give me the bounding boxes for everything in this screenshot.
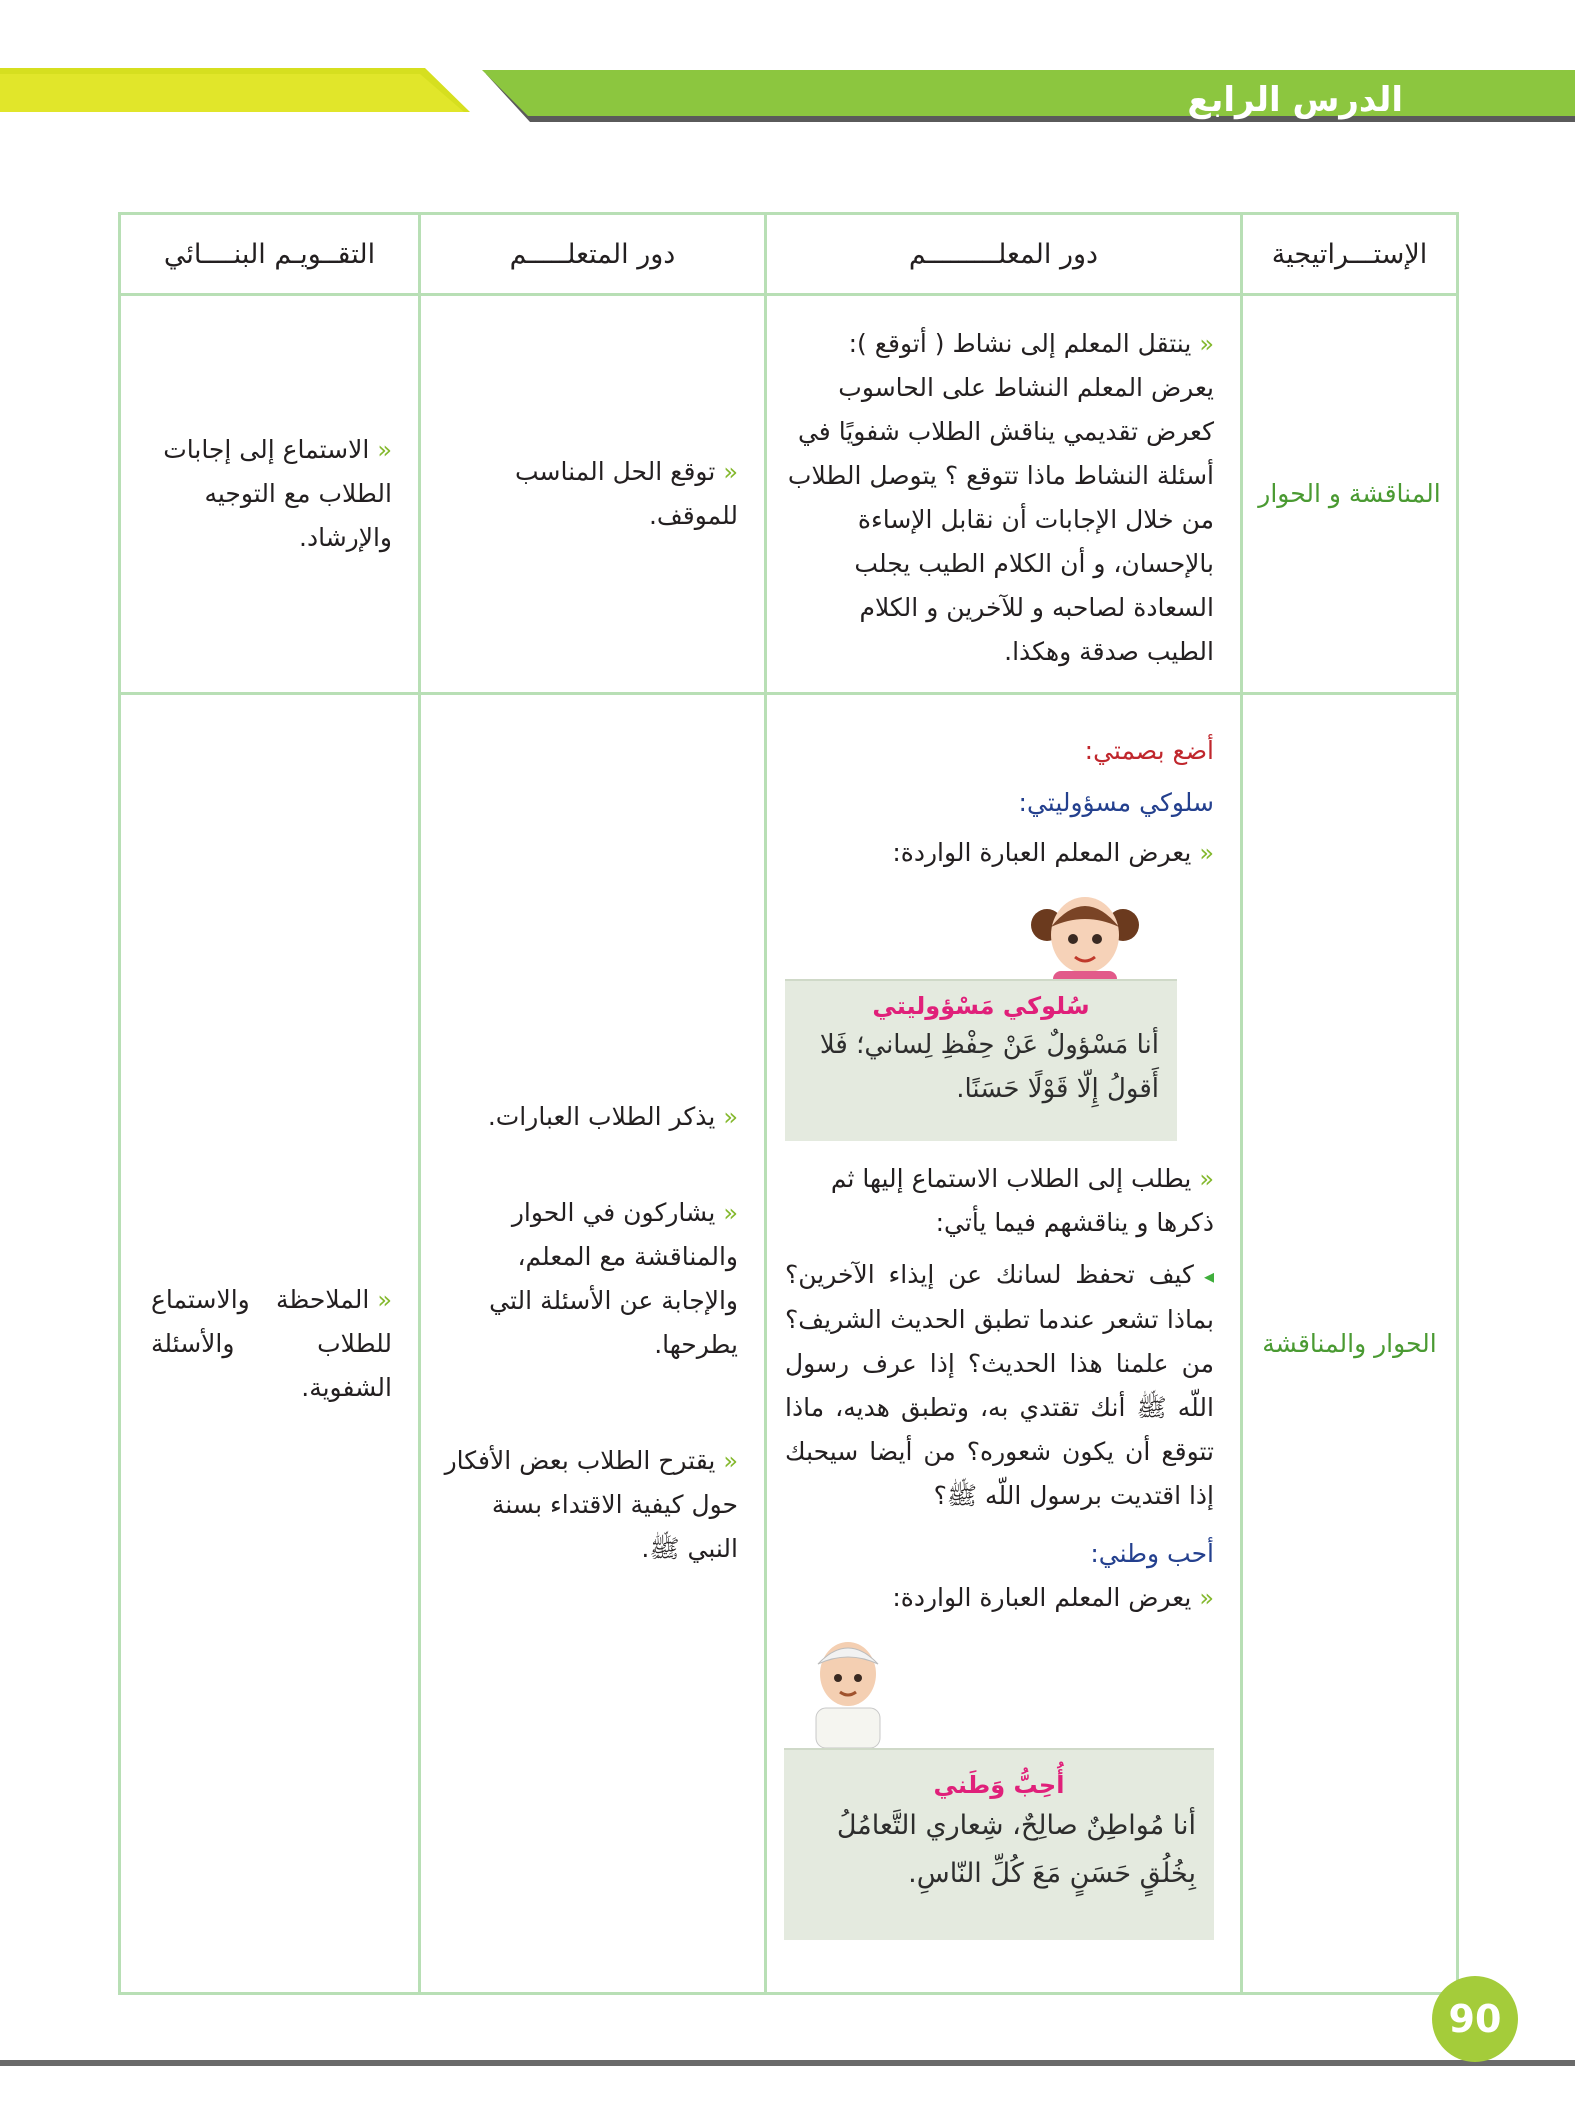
teacher-role-cell <box>766 295 1242 694</box>
teacher-text: ينتقل المعلم إلى نشاط ( أتوقع ): يعرض المعلم النشاط على الحاسوب كعرض تقديمي يناقش الطلاب شفويًا في أسئلة النشاط ماذا تتوقع ؟ يتوصل الطلاب من خلال الإجابات أن نقابل الإساءة بالإحسان، و أن الكلام الطيب يجلب السعادة لصاحبه و للآخرين و الكلام الطيب صدقة وهكذا. <box>787 329 1214 666</box>
learner-role-cell: «يذكر الطلاب العبارات. «يشاركون في الحوار والمناقشة مع المعلم، والإجابة عن الأسئلة التي يطرحها. «يقترح الطلاب بعض الأفكار حول كيفية الاقتداء بسنة النبي ﷺ. <box>420 694 766 1994</box>
header-banner <box>0 0 1575 140</box>
card-text: أنا مُواطِنٌ صالِحٌ، شِعاري التَّعامُلُ بِخُلُقٍ حَسَنٍ مَعَ كُلِّ النّاسِ. <box>836 1810 1196 1889</box>
bullet-icon: « <box>1199 330 1214 358</box>
card-title: سُلوكي مَسْؤوليتي <box>872 992 1090 1020</box>
col-header-learner-role: دور المتعلـــــم <box>420 214 766 295</box>
bullet-icon: « <box>723 458 738 486</box>
col-header-strategy: الإستـــراتيجية <box>1242 214 1458 295</box>
heading-my-behavior: سلوكي مسؤوليتي: <box>1018 788 1214 817</box>
footer-line <box>0 2060 1575 2066</box>
col-header-teacher-role: دور المعلـــــــــم <box>766 214 1242 295</box>
bullet-icon: « <box>377 1285 392 1314</box>
card-title: أُحِبُّ وَطَني <box>933 1771 1065 1799</box>
triangle-bullet-icon: ◂ <box>1203 1264 1214 1288</box>
lesson-plan-table <box>118 212 1459 1995</box>
bullet-icon: « <box>1199 839 1214 867</box>
questions-text: كيف تحفظ لسانك عن إيذاء الآخرين؟ بماذا تشعر عندما تطبق الحديث الشريف؟ من علمنا هذا الحديث؟ إذا عرف رسول اللّه ﷺ أنك تقتدي به، وتطبق هديه، ماذا تتوقع أن يكون شعوره؟ من أيضا سيحبك إذا اقتديت برسول اللّه ﷺ؟ <box>785 1260 1214 1510</box>
behavior-illustration <box>785 883 1177 1145</box>
table-row <box>120 295 1458 694</box>
teacher-role-cell: أضع بصمتي: سلوكي مسؤوليتي: «يعرض المعلم العبارة الواردة: سُلوكي مَسْؤوليتي أنا مَسْؤولٌ عَنْ حِفْظِ لِساني؛ فَلا أَقولُ إِلّا قَوْلًا حَسَنًا. «يطلب إلى الطلاب الاستماع إليها ثم ذكرها و يناقشهم فيما يأتي: ◂كيف تحفظ لسانك عن إيذاء الآخرين؟ بماذا تشعر عندما تطبق الحديث الشريف؟ من علمنا هذا الحديث؟ إذا عرف رسول اللّه ﷺ أنك تقتدي به، وتطبق هديه، ماذا تتوقع أن يكون شعوره؟ من أيضا سيحبك إذا اقتديت برسول اللّه ﷺ؟ أحب وطني: «يعرض المعلم العبارة الواردة: أُحِبُّ وَطَني أنا مُواطِنٌ صالِحٌ، شِعاري التَّعامُلُ بِخُلُقٍ حَسَنٍ مَعَ كُلِّ النّاسِ. <box>766 694 1242 1994</box>
lesson-title: الدرس الرابع <box>1187 80 1403 120</box>
bullet-icon: « <box>1199 1165 1214 1193</box>
learner-text: توقع الحل المناسب للموقف. <box>514 457 738 530</box>
learner-role-cell <box>420 295 766 694</box>
assessment-text: الاستماع إلى إجابات الطلاب مع التوجيه والإرشاد. <box>163 435 392 552</box>
card-text: أنا مَسْؤولٌ عَنْ حِفْظِ لِساني؛ فَلا أَقولُ إِلّا قَوْلًا حَسَنًا. <box>819 1030 1159 1104</box>
col-header-assessment: التقــويـم البنــــائي <box>120 214 420 295</box>
assessment-cell <box>120 295 420 694</box>
assessment-cell: «الملاحظة والاستماع للطلاب والأسئلة الشفوية. <box>120 694 420 1994</box>
boy-icon <box>798 1628 898 1748</box>
bullet-icon: « <box>377 436 392 464</box>
behavior-card <box>785 979 1177 1141</box>
heading-love-homeland: أحب وطني: <box>1090 1539 1214 1568</box>
homeland-illustration <box>784 1628 1214 1946</box>
bullet-icon: « <box>1199 1584 1214 1612</box>
table-header-row <box>120 214 1458 295</box>
girl-icon <box>1025 883 1145 993</box>
strategy-cell: المناقشة و الحوار <box>1242 295 1458 694</box>
homeland-card <box>784 1748 1214 1940</box>
bullet-icon: « <box>723 1447 738 1475</box>
heading-fingerprint: أضع بصمتي: <box>1084 736 1214 765</box>
bullet-icon: « <box>723 1199 738 1227</box>
bullet-icon: « <box>723 1103 738 1131</box>
page-number: 90 <box>1432 1976 1518 2062</box>
table-row <box>120 694 1458 1994</box>
strategy-cell: الحوار والمناقشة <box>1242 694 1458 1994</box>
